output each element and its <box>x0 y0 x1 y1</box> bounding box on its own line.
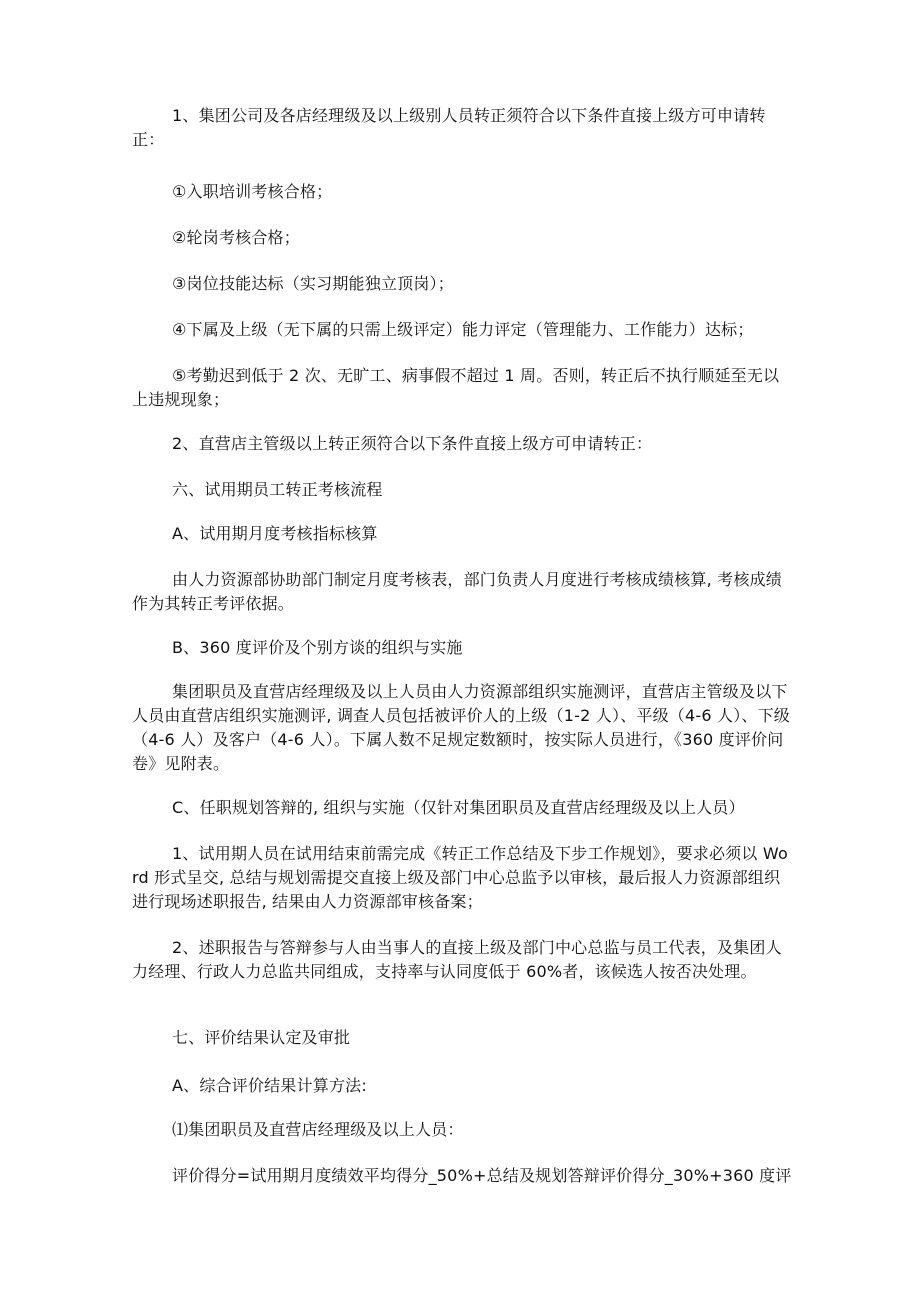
paragraph: 1、集团公司及各店经理级及以上级别人员转正须符合以下条件直接上级方可申请转正： <box>132 106 766 149</box>
paragraph: 2、直营店主管级以上转正须符合以下条件直接上级方可申请转正： <box>172 434 653 453</box>
paragraph: ⑤考勤迟到低于 2 次、无旷工、病事假不超过 1 周。否则，转正后不执行顺延至无以上违规现象； <box>132 366 780 409</box>
paragraph: ②轮岗考核合格； <box>172 228 300 247</box>
paragraph: 1、试用期人员在试用结束前需完成《转正工作总结及下步工作规划》，要求必须以 Word 形式呈交, 总结与规划需提交直接上级及部门中心总监予以审核，最后报人力资源部组织进行现场述职报告, 结果由人力资源部审核备案； <box>132 844 788 911</box>
paragraph: ⑴集团职员及直营店经理级及以上人员： <box>172 1120 464 1139</box>
subsection-heading: C、任职规划答辩的, 组织与实施（仅针对集团职员及直营店经理级及以上人员） <box>172 798 745 817</box>
subsection-heading: A、试用期月度考核指标核算 <box>172 524 378 543</box>
subsection-heading: A、综合评价结果计算方法: <box>172 1076 367 1095</box>
paragraph: ①入职培训考核合格； <box>172 182 333 201</box>
paragraph: 集团职员及直营店经理级及以上人员由人力资源部组织实施测评，直营店主管级及以下人员由直营店组织实施测评, 调查人员包括被评价人的上级（1-2 人）、平级（4-6 人）、下级（4-6 人）及客户（4-6 人）。下属人数不足规定数额时，按实际人员进行，《360 度评价问卷》见附表。 <box>132 682 791 773</box>
paragraph: 2、述职报告与答辩参与人由当事人的直接上级及部门中心总监与员工代表，及集团人力经理、行政人力总监共同组成，支持率与认同度低于 60%者，该候选人按否决处理。 <box>132 938 782 981</box>
paragraph: 由人力资源部协助部门制定月度考核表，部门负责人月度进行考核成绩核算, 考核成绩作为其转正考评依据。 <box>132 570 782 613</box>
subsection-heading: B、360 度评价及个别方谈的组织与实施 <box>172 638 463 657</box>
paragraph: ③岗位技能达标（实习期能独立顶岗）； <box>172 274 454 293</box>
paragraph: 评价得分=试用期月度绩效平均得分_50%+总结及规划答辩评价得分_30%+360 度评 <box>172 1166 792 1185</box>
paragraph: ④下属及上级（无下属的只需上级评定）能力评定（管理能力、工作能力）达标； <box>172 320 754 339</box>
section-heading: 七、评价结果认定及审批 <box>172 1028 351 1047</box>
section-heading: 六、试用期员工转正考核流程 <box>172 480 383 499</box>
